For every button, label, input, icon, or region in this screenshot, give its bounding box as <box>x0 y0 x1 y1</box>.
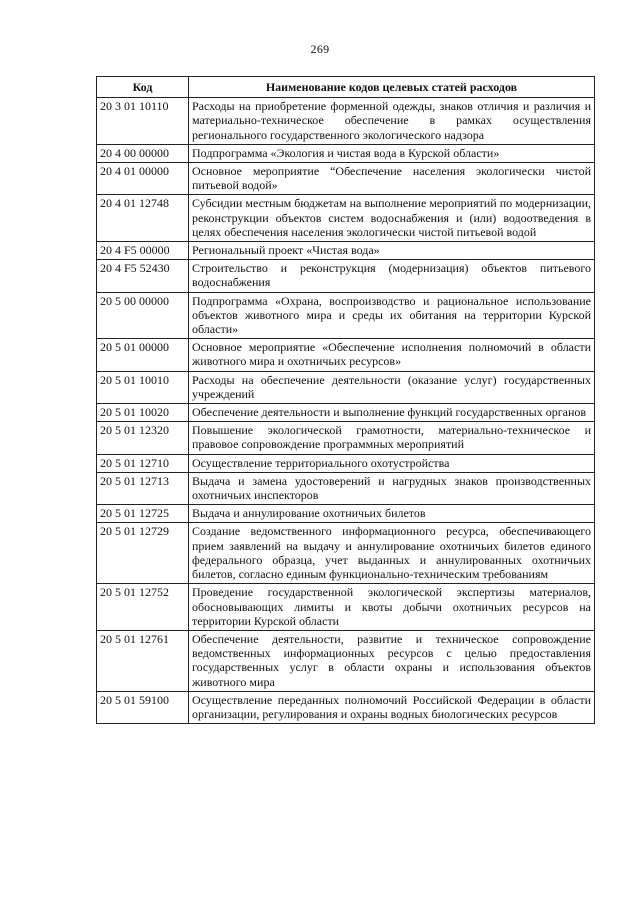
header-code: Код <box>97 77 189 98</box>
row-name: Выдача и замена удостоверений и нагрудных знаков производственных охотничьих инспекторов <box>189 472 595 504</box>
row-code: 20 5 01 12320 <box>97 422 189 454</box>
row-code: 20 5 01 10010 <box>97 371 189 403</box>
row-code: 20 4 01 12748 <box>97 195 189 242</box>
row-name: Проведение государственной экологической экспертизы материалов, обосновывающих лимиты и квоты добычи охотничьих ресурсов на территории Курской области <box>189 584 595 631</box>
table-row <box>97 422 595 454</box>
row-name: Повышение экологической грамотности, материально-техническое и правовое сопровождение программных мероприятий <box>189 422 595 454</box>
header-name: Наименование кодов целевых статей расходов <box>189 77 595 98</box>
row-code: 20 5 01 00000 <box>97 339 189 371</box>
page-number: 269 <box>310 42 330 56</box>
row-name: Осуществление территориального охотустройства <box>189 454 595 472</box>
table-row <box>97 584 595 631</box>
row-code: 20 5 01 12725 <box>97 505 189 523</box>
row-name: Выдача и аннулирование охотничьих билетов <box>189 505 595 523</box>
table-row <box>97 144 595 162</box>
table-row <box>97 454 595 472</box>
table-row <box>97 371 595 403</box>
table-row <box>97 260 595 292</box>
row-code: 20 5 01 10020 <box>97 404 189 422</box>
table-row <box>97 163 595 195</box>
table-row <box>97 242 595 260</box>
row-name: Создание ведомственного информационного ресурса, обеспечивающего прием заявлений на выдачу и аннулирование охотничьих билетов единого федерального образца, учет выданных и аннулированных охотничьих билетов, согласно единым функционально-техническим требованиям <box>189 523 595 584</box>
row-code: 20 5 01 59100 <box>97 691 189 723</box>
row-code: 20 4 F5 00000 <box>97 242 189 260</box>
table-row <box>97 339 595 371</box>
row-code: 20 4 01 00000 <box>97 163 189 195</box>
table-row <box>97 691 595 723</box>
table-row <box>97 98 595 145</box>
row-name: Основное мероприятие «Обеспечение исполнения полномочий в области животного мира и охотничьих ресурсов» <box>189 339 595 371</box>
row-code: 20 4 F5 52430 <box>97 260 189 292</box>
table-row <box>97 505 595 523</box>
row-code: 20 5 01 12710 <box>97 454 189 472</box>
row-code: 20 4 00 00000 <box>97 144 189 162</box>
row-code: 20 3 01 10110 <box>97 98 189 145</box>
table-header-row <box>97 77 595 98</box>
budget-codes-table <box>96 76 595 724</box>
row-code: 20 5 01 12713 <box>97 472 189 504</box>
row-code: 20 5 01 12729 <box>97 523 189 584</box>
row-name: Подпрограмма «Экология и чистая вода в Курской области» <box>189 144 595 162</box>
row-code: 20 5 00 00000 <box>97 292 189 339</box>
row-name: Подпрограмма «Охрана, воспроизводство и рациональное использование объектов животного мира и среды их обитания на территории Курской области» <box>189 292 595 339</box>
row-name: Строительство и реконструкция (модернизация) объектов питьевого водоснабжения <box>189 260 595 292</box>
row-name: Обеспечение деятельности и выполнение функций государственных органов <box>189 404 595 422</box>
row-name: Осуществление переданных полномочий Российской Федерации в области организации, регулирования и охраны водных биологических ресурсов <box>189 691 595 723</box>
row-name: Расходы на обеспечение деятельности (оказание услуг) государственных учреждений <box>189 371 595 403</box>
row-name: Субсидии местным бюджетам на выполнение мероприятий по модернизации, реконструкции объектов систем водоснабжения и (или) водоотведения в целях обеспечения населения экологически чистой питьевой водой <box>189 195 595 242</box>
table-row <box>97 404 595 422</box>
table-row <box>97 195 595 242</box>
row-name: Региональный проект «Чистая вода» <box>189 242 595 260</box>
row-code: 20 5 01 12752 <box>97 584 189 631</box>
table-row <box>97 523 595 584</box>
table-row <box>97 292 595 339</box>
table-row <box>97 630 595 691</box>
row-code: 20 5 01 12761 <box>97 630 189 691</box>
row-name: Основное мероприятие “Обеспечение населения экологически чистой питьевой водой» <box>189 163 595 195</box>
row-name: Обеспечение деятельности, развитие и техническое сопровождение ведомственных информационных ресурсов с целью предоставления государственных услуг в области охраны и использования объектов животного мира <box>189 630 595 691</box>
table-row <box>97 472 595 504</box>
row-name: Расходы на приобретение форменной одежды, знаков отличия и различия и материально-техническое обеспечение в рамках осуществления регионального государственного экологического надзора <box>189 98 595 145</box>
